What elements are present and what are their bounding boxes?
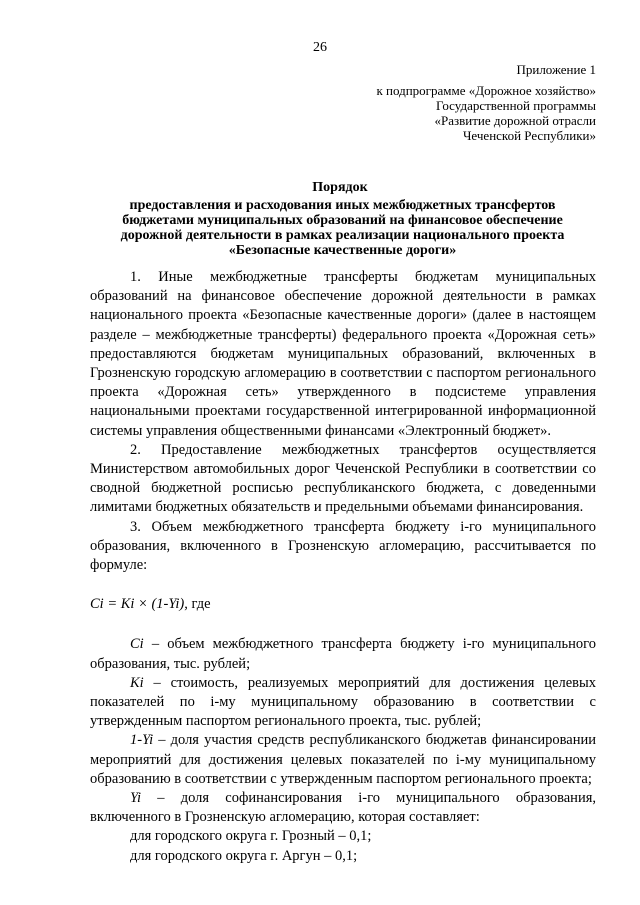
document-subtitle: предоставления и расходования иных межбюджетных трансфертов бюджетами муниципальных образований на финансовое обеспечение дорожной деятельности в рамках реализации национального проекта «Безопасные качественные дороги» bbox=[120, 198, 565, 258]
document-body bbox=[90, 268, 596, 866]
formula-line bbox=[90, 595, 596, 614]
definition-text: – объем межбюджетного трансферта бюджету i-го муниципального образования, тыс. рублей; bbox=[90, 636, 596, 672]
definition-1-y bbox=[90, 731, 596, 789]
list-item: для городского округа г. Грозный – 0,1; bbox=[130, 828, 372, 845]
appendix-line: к подпрограмме «Дорожное хозяйство» bbox=[376, 83, 596, 98]
definition-symbol: Ci bbox=[130, 636, 144, 653]
definition-symbol: Yi bbox=[130, 790, 142, 807]
appendix-block bbox=[336, 62, 596, 143]
document-title: Порядок bbox=[312, 180, 368, 195]
paragraph-1: 1. Иные межбюджетные трансферты бюджетам муниципальных образований на финансовое обеспечение дорожной деятельности в рамках национального проекта «Безопасные качественные дороги» (далее в настоящем разделе – межбюджетные трансферты) федерального проекта «Дорожная сеть» предоставляются бюджетам муниципальных образований, включенных в Грозненскую городскую агломерацию в соответствии с паспортом регионального проекта «Дорожная сеть» утвержденного в подсистеме управления национальными проектами государственной интегрированной информационной системы управления общественными финансами «Электронный бюджет». bbox=[90, 269, 596, 439]
formula-expression: Ci = Ki × (1-Yi) bbox=[90, 596, 185, 613]
list-item: для городского округа г. Аргун – 0,1; bbox=[130, 847, 358, 864]
page-number: 26 bbox=[313, 40, 327, 55]
definition-y bbox=[90, 789, 596, 827]
paragraph-3: 3. Объем межбюджетного трансферта бюджету i-го муниципального образования, включенного в Грозненскую агломерацию, рассчитывается по формуле: bbox=[90, 518, 596, 574]
definition-k bbox=[90, 674, 596, 732]
definition-symbol: 1-Yi bbox=[130, 732, 154, 749]
appendix-line: Чеченской Республики» bbox=[462, 128, 596, 143]
definition-text: – доля участия средств республиканского бюджетав финансировании мероприятий для достижения целевых показателей по i-му муниципальному образованию в соответствии с утвержденным паспортом регионального проекта; bbox=[90, 732, 596, 787]
paragraph-2: 2. Предоставление межбюджетных трансфертов осуществляется Министерством автомобильных дорог Чеченской Республики в соответствии со сводной бюджетной росписью республиканского бюджета, с доведенными лимитами бюджетных обязательств и предельными объемами финансирования. bbox=[90, 441, 596, 516]
definition-symbol: Ki bbox=[130, 674, 144, 691]
appendix-line: «Развитие дорожной отрасли bbox=[434, 113, 596, 128]
definition-c bbox=[90, 635, 596, 673]
definition-text: – доля софинансирования i-го муниципального образования, включенного в Грозненскую агломерацию, которая составляет: bbox=[90, 790, 596, 826]
appendix-title: Приложение 1 bbox=[516, 62, 596, 77]
appendix-line: Государственной программы bbox=[435, 98, 596, 113]
definition-text: – стоимость, реализуемых мероприятий для достижения целевых показателей по i-му муниципальному образованию в соответствии с утвержденным паспортом регионального проекта, тыс. рублей; bbox=[90, 674, 596, 730]
formula-tail: , где bbox=[184, 596, 211, 613]
